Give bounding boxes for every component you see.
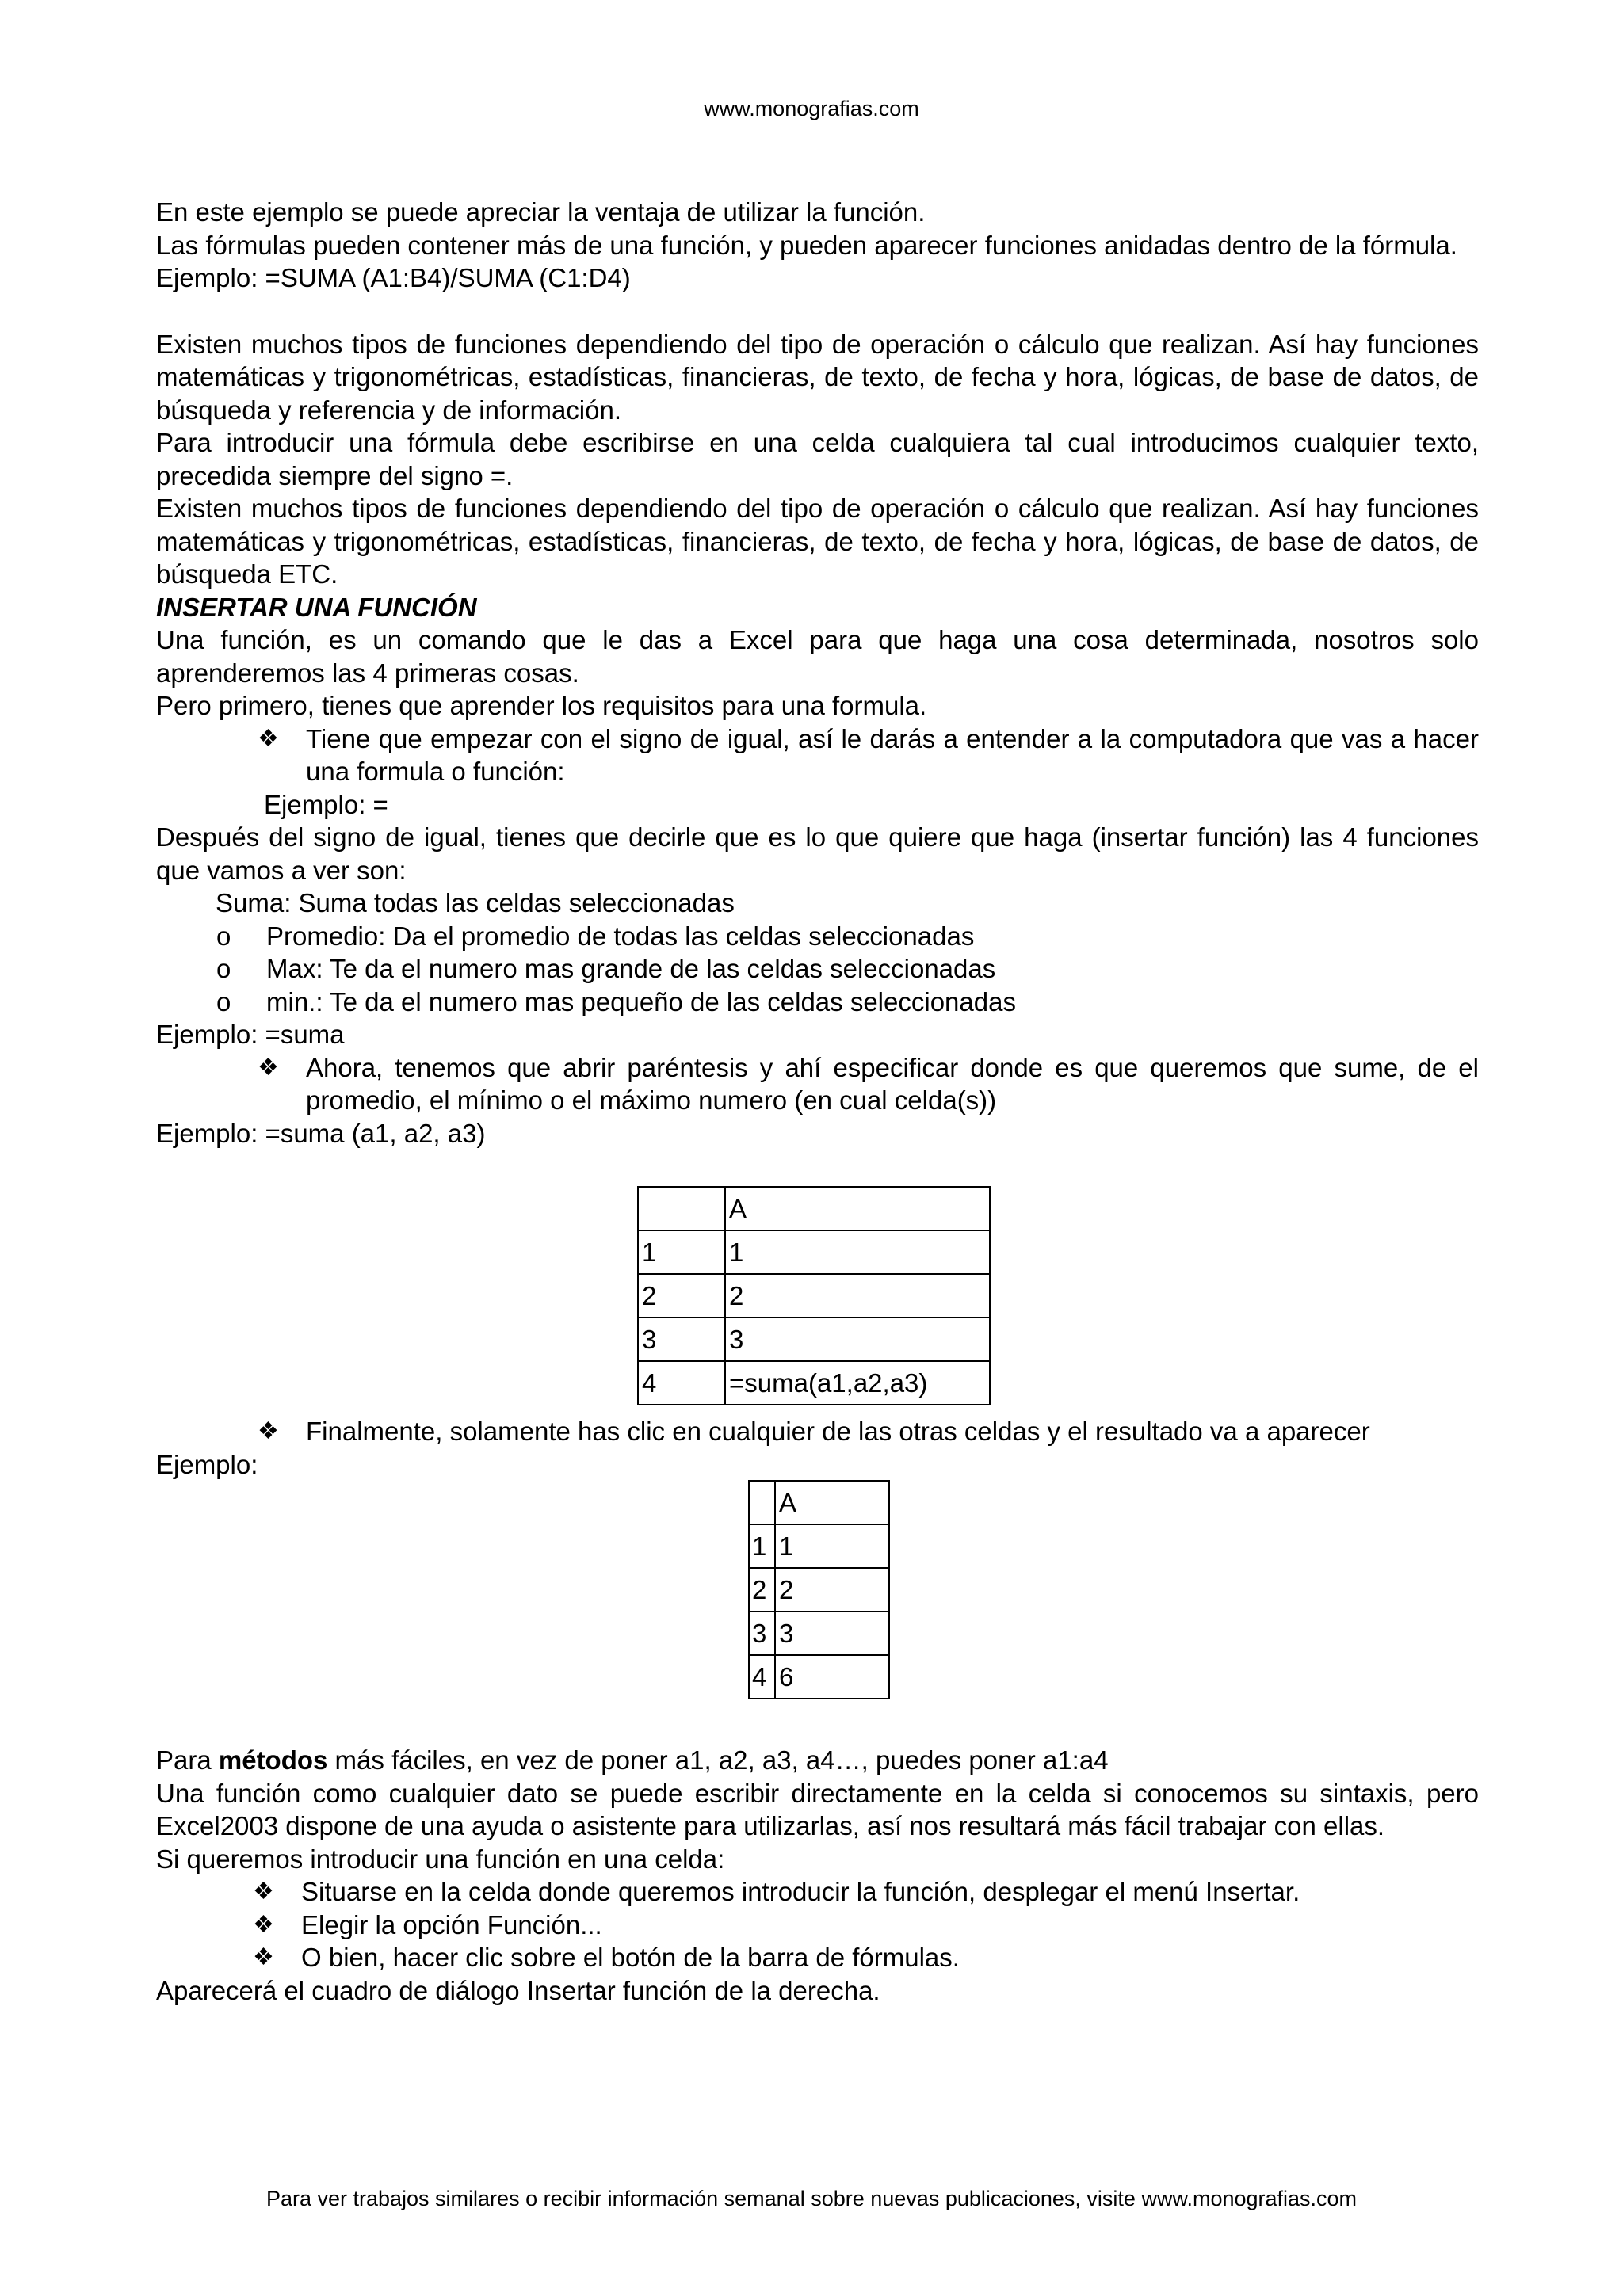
table-row [749,1655,889,1699]
table-cell: 1 [749,1524,775,1568]
table-row [638,1361,990,1405]
table-cell: 3 [725,1318,990,1361]
page-footer: Para ver trabajos similares o recibir información semanal sobre nuevas publicaciones, visite www.monografias.com [265,2187,1358,2210]
table-cell [638,1187,725,1230]
bullet-text: Elegir la opción Función... [301,1909,602,1939]
bullet-item [156,1415,1479,1448]
sub-list-text: Max: Te da el numero mas grande de las celdas seleccionadas [266,954,996,983]
table-row [638,1318,990,1361]
paragraph: Aparecerá el cuadro de diálogo Insertar función de la derecha. [156,1975,880,2005]
table-cell: 3 [775,1611,889,1655]
bullet-icon: ❖ [253,1911,274,1938]
paragraph: Pero primero, tienes que aprender los requisitos para una formula. [156,691,927,720]
bullet-item [156,723,1479,788]
table-row [638,1274,990,1318]
paragraph: Una función, es un comando que le das a Excel para que haga una cosa determinada, nosotros solo aprenderemos las 4 primeras cosas. [156,625,1479,688]
sub-list-item [156,952,1479,986]
bullet-item [156,1875,1479,1909]
paragraph [156,1744,1479,1777]
table-header-row [638,1187,990,1230]
table-cell: 1 [775,1524,889,1568]
paragraph: Existen muchos tipos de funciones dependiendo del tipo de operación o cálculo que realizan. Así hay funciones matemáticas y trigonométricas, estadísticas, financieras, de texto, de fecha y hora, lógicas, de base de datos, de búsqueda y referencia y de información. [156,329,1479,425]
example-line: Ejemplo: =suma [156,1020,345,1049]
sub-list-text: Promedio: Da el promedio de todas las celdas seleccionadas [266,921,975,951]
table-cell: A [775,1481,889,1524]
page-header: www.monografias.com [704,97,919,120]
bullet-text: Finalmente, solamente has clic en cualquier de las otras celdas y el resultado va a aparecer [306,1417,1370,1446]
table-cell [749,1481,775,1524]
bullet-icon: ❖ [258,1418,279,1444]
table-cell: 3 [749,1611,775,1655]
table-cell: 4 [749,1655,775,1699]
table-cell: 6 [775,1655,889,1699]
sub-list-item [156,986,1479,1019]
bullet-icon: ❖ [253,1944,274,1970]
sub-bullet-icon: o [216,954,231,983]
table-row [749,1611,889,1655]
document-body [156,196,1479,1150]
table-cell: A [725,1187,990,1230]
paragraph: Existen muchos tipos de funciones dependiendo del tipo de operación o cálculo que realizan. Así hay funciones matemáticas y trigonométricas, estadísticas, financieras, de texto, de fecha y hora, lógicas, de base de datos, de búsqueda ETC. [156,494,1479,589]
table-cell: 2 [749,1568,775,1611]
table-cell: 1 [725,1230,990,1274]
table-cell: 2 [775,1568,889,1611]
table-cell: 4 [638,1361,725,1405]
bullet-icon: ❖ [258,1054,279,1081]
sub-list-text: min.: Te da el numero mas pequeño de las celdas seleccionadas [266,986,1016,1016]
table-cell: 3 [638,1318,725,1361]
sub-list-item [156,920,1479,953]
table-cell: =suma(a1,a2,a3) [725,1361,990,1405]
sub-bullet-icon: o [216,986,231,1016]
bold-text: métodos [218,1745,328,1775]
bullet-item [156,1941,1479,1974]
bullet-text: Tiene que empezar con el signo de igual, así le darás a entender a la computadora que vas a hacer una formula o función: [306,723,1479,786]
text-run: más fáciles, en vez de poner a1, a2, a3, a4…, puedes poner a1:a4 [327,1745,1109,1775]
table-row [749,1568,889,1611]
paragraph: Ejemplo: =SUMA (A1:B4)/SUMA (C1:D4) [156,263,631,292]
sub-bullet-icon: o [216,921,231,951]
paragraph: Una función como cualquier dato se puede escribir directamente en la celda si conocemos su sintaxis, pero Excel2003 dispone de una ayuda o asistente para utilizarlas, así nos resultará más fácil trabajar con ellas. [156,1778,1479,1840]
paragraph: Para introducir una fórmula debe escribirse en una celda cualquiera tal cual introducimos cualquier texto, precedida siempre del signo =. [156,428,1479,490]
function-item-suma: Suma: Suma todas las celdas seleccionadas [216,888,735,917]
table-row [749,1524,889,1568]
spacer [156,295,1479,328]
example-line: Ejemplo: = [264,789,388,819]
section-heading: INSERTAR UNA FUNCIÓN [156,592,477,622]
example-line: Ejemplo: =suma (a1, a2, a3) [156,1118,486,1148]
table-cell: 1 [638,1230,725,1274]
bullet-text: Ahora, tenemos que abrir paréntesis y ahí especificar donde es que queremos que sume, de el promedio, el mínimo o el máximo numero (en cual celda(s)) [306,1052,1479,1115]
spreadsheet-table-result [748,1480,890,1699]
paragraph: En este ejemplo se puede apreciar la ventaja de utilizar la función. [156,197,926,227]
text-run: Para [156,1745,219,1775]
document-body-middle [156,1415,1479,1481]
paragraph: Si queremos introducir una función en una celda: [156,1844,725,1874]
bullet-item [156,1909,1479,1942]
table-header-row [749,1481,889,1524]
example-line: Ejemplo: [156,1449,258,1479]
bullet-text: O bien, hacer clic sobre el botón de la barra de fórmulas. [301,1943,960,1972]
document-body-lower [156,1744,1479,2007]
paragraph: Después del signo de igual, tienes que decirle que es lo que quiere que haga (insertar función) las 4 funciones que vamos a ver son: [156,822,1479,885]
table-cell: 2 [638,1274,725,1318]
bullet-item [156,1051,1479,1117]
table-row [638,1230,990,1274]
table-cell: 2 [725,1274,990,1318]
spreadsheet-table-formula [637,1186,991,1405]
bullet-icon: ❖ [253,1878,274,1905]
bullet-text: Situarse en la celda donde queremos introducir la función, desplegar el menú Insertar. [301,1877,1300,1906]
paragraph: Las fórmulas pueden contener más de una función, y pueden aparecer funciones anidadas dentro de la fórmula. [156,230,1457,260]
bullet-icon: ❖ [258,725,279,752]
